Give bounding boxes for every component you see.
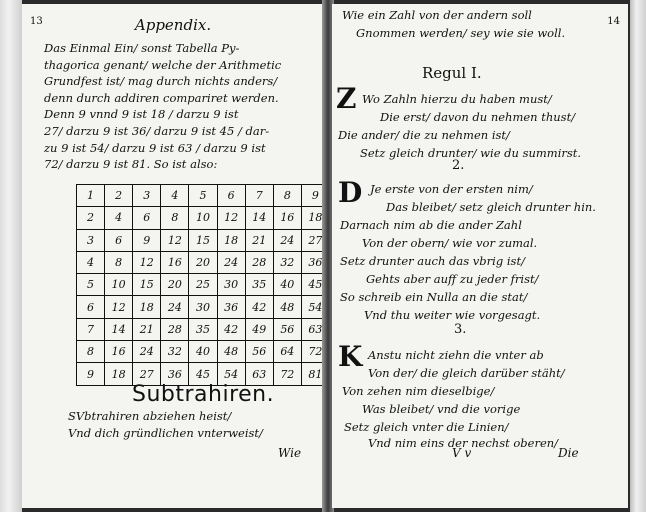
text-line: Setz gleich drunter/ wie du summirst. — [360, 146, 582, 160]
table-cell: 10 — [105, 274, 133, 295]
dropcap-k: K — [338, 340, 363, 373]
table-cell: 16 — [105, 341, 133, 362]
subtrahiren-title: Subtrahiren. — [132, 382, 275, 407]
text-line: Denn 9 vnnd 9 ist 18 / darzu 9 ist — [44, 107, 239, 122]
table-cell: 28 — [161, 319, 189, 340]
table-cell: 24 — [133, 341, 161, 362]
table-cell: 27 — [133, 363, 161, 384]
table-cell: 14 — [246, 207, 274, 228]
table-cell: 2 — [105, 185, 133, 206]
table-cell: 8 — [274, 185, 302, 206]
table-cell: 40 — [274, 274, 302, 295]
table-cell: 1 — [77, 185, 105, 206]
table-cell: 15 — [189, 230, 217, 251]
table-cell: 3 — [133, 185, 161, 206]
intro-text — [44, 40, 314, 173]
table-cell: 5 — [77, 274, 105, 295]
table-cell: 8 — [105, 252, 133, 273]
text-line: 72/ darzu 9 ist 81. So ist also: — [44, 157, 218, 172]
text-line: 27/ darzu 9 ist 36/ darzu 9 ist 45 / dar- — [44, 123, 270, 138]
table-cell: 7 — [246, 185, 274, 206]
page-edge-left — [0, 0, 22, 512]
table-cell: 12 — [218, 207, 246, 228]
table-cell: 35 — [246, 274, 274, 295]
catchword-right: Die — [558, 446, 579, 460]
table-cell: 25 — [189, 274, 217, 295]
table-cell: 63 — [308, 322, 323, 336]
table-cell: 36 — [308, 256, 323, 270]
table-cell: 14 — [105, 319, 133, 340]
text-line: Anstu nicht ziehn die vnter ab — [368, 348, 544, 362]
text-line: Die ander/ die zu nehmen ist/ — [338, 128, 510, 142]
text-line: Wie ein Zahl von der andern soll — [342, 8, 532, 22]
table-cell: 24 — [274, 230, 302, 251]
table-row — [77, 185, 324, 207]
table-cell: 48 — [218, 341, 246, 362]
table-cell: 16 — [274, 207, 302, 228]
table-cell: 54 — [308, 300, 323, 314]
text-line: thagorica genant/ welche der Arithmetic — [44, 57, 282, 72]
table-cell: 18 — [308, 211, 323, 225]
table-cell: 81 — [308, 367, 323, 381]
text-line: Vnd nim eins der nechst oberen/ — [368, 436, 559, 450]
page-number-right: 14 — [607, 16, 620, 27]
text-line: Das Einmal Ein/ sonst Tabella Py- — [44, 41, 240, 55]
table-cell: 6 — [133, 207, 161, 228]
dropcap-z: Z — [336, 82, 357, 115]
table-row — [77, 252, 324, 274]
table-cell: 49 — [246, 319, 274, 340]
text-line: denn durch addiren compariret werden. — [44, 90, 279, 105]
text-line: Vnd dich gründlichen vnterweist/ — [68, 426, 263, 440]
table-cell: 21 — [133, 319, 161, 340]
table-cell: 9 — [77, 363, 105, 384]
table-cell: 28 — [246, 252, 274, 273]
table-cell: 8 — [161, 207, 189, 228]
table-cell: 6 — [105, 230, 133, 251]
table-cell: 18 — [105, 363, 133, 384]
right-page — [332, 4, 628, 508]
table-cell: 18 — [218, 230, 246, 251]
table-cell: 64 — [274, 341, 302, 362]
table-cell: 9 — [133, 230, 161, 251]
table-cell: 32 — [161, 341, 189, 362]
table-cell: 6 — [77, 296, 105, 317]
text-line: zu 9 ist 54/ darzu 9 ist 63 / darzu 9 ist — [44, 140, 266, 155]
text-line: So schreib ein Nulla an die stat/ — [340, 290, 528, 304]
table-cell: 45 — [189, 363, 217, 384]
table-cell: 10 — [189, 207, 217, 228]
text-line: Von der obern/ wie vor zumal. — [362, 236, 538, 250]
table-cell: 56 — [274, 319, 302, 340]
table-cell: 24 — [218, 252, 246, 273]
table-row — [77, 296, 324, 318]
text-line: Setz gleich vnter die Linien/ — [344, 420, 509, 434]
table-cell: 42 — [218, 319, 246, 340]
page-edge-right — [630, 0, 646, 512]
left-page — [22, 4, 324, 508]
text-line: Grundfest ist/ mag durch nichts anders/ — [44, 74, 278, 89]
table-cell: 15 — [133, 274, 161, 295]
table-cell: 63 — [246, 363, 274, 384]
appendix-heading: Appendix. — [134, 16, 212, 34]
table-cell: 40 — [189, 341, 217, 362]
signature-mark: V v — [452, 446, 472, 460]
text-line: Gehts aber auff zu jeder frist/ — [366, 272, 539, 286]
table-cell: 32 — [274, 252, 302, 273]
text-line: Wo Zahln hierzu du haben must/ — [362, 92, 552, 106]
rule-number-3: 3. — [454, 322, 467, 337]
table-cell: 12 — [105, 296, 133, 317]
table-row — [77, 230, 324, 252]
multiplication-table — [76, 184, 324, 386]
text-line: Setz drunter auch das vbrig ist/ — [340, 254, 525, 268]
table-cell: 7 — [77, 319, 105, 340]
subtrahiren-text — [68, 408, 324, 442]
page-number-left: 13 — [30, 16, 43, 27]
table-cell: 9 — [311, 189, 319, 203]
table-cell: 6 — [218, 185, 246, 206]
table-cell: 45 — [308, 278, 323, 292]
rule-heading: Regul I. — [422, 64, 482, 82]
table-cell: 12 — [133, 252, 161, 273]
table-cell: 56 — [246, 341, 274, 362]
text-line: Vnd thu weiter wie vorgesagt. — [364, 308, 541, 322]
table-cell: 3 — [77, 230, 105, 251]
catchword-left: Wie — [278, 446, 302, 460]
table-cell: 72 — [308, 345, 323, 359]
table-cell: 18 — [133, 296, 161, 317]
table-cell: 16 — [161, 252, 189, 273]
table-cell: 8 — [77, 341, 105, 362]
table-cell: 4 — [105, 207, 133, 228]
text-line: SVbtrahiren abziehen heist/ — [68, 409, 232, 423]
table-row — [77, 207, 324, 229]
rule-number-2: 2. — [452, 158, 465, 173]
table-row — [77, 319, 324, 341]
table-cell: 2 — [77, 207, 105, 228]
table-row — [77, 341, 324, 363]
table-cell: 36 — [218, 296, 246, 317]
text-line: Von der/ die gleich darüber stäht/ — [368, 366, 565, 380]
text-line: Was bleibet/ vnd die vorige — [362, 402, 521, 416]
text-line: Von zehen nim dieselbige/ — [342, 384, 495, 398]
table-cell: 27 — [308, 233, 323, 247]
text-line: Je erste von der ersten nim/ — [370, 182, 533, 196]
text-line: Die erst/ davon du nehmen thust/ — [380, 110, 576, 124]
table-cell: 42 — [246, 296, 274, 317]
table-cell: 30 — [189, 296, 217, 317]
text-line: Gnommen werden/ sey wie sie woll. — [356, 26, 566, 40]
table-cell: 36 — [161, 363, 189, 384]
table-cell: 4 — [77, 252, 105, 273]
table-row — [77, 274, 324, 296]
table-cell: 20 — [189, 252, 217, 273]
text-line: Darnach nim ab die ander Zahl — [340, 218, 522, 232]
table-cell: 24 — [161, 296, 189, 317]
text-line: Das bleibet/ setz gleich drunter hin. — [386, 200, 596, 214]
table-cell: 12 — [161, 230, 189, 251]
dropcap-d: D — [338, 176, 363, 209]
table-cell: 5 — [189, 185, 217, 206]
table-cell: 4 — [161, 185, 189, 206]
table-cell: 20 — [161, 274, 189, 295]
table-cell: 21 — [246, 230, 274, 251]
table-cell: 48 — [274, 296, 302, 317]
table-cell: 72 — [274, 363, 302, 384]
table-cell: 30 — [218, 274, 246, 295]
table-cell: 35 — [189, 319, 217, 340]
table-cell: 54 — [218, 363, 246, 384]
